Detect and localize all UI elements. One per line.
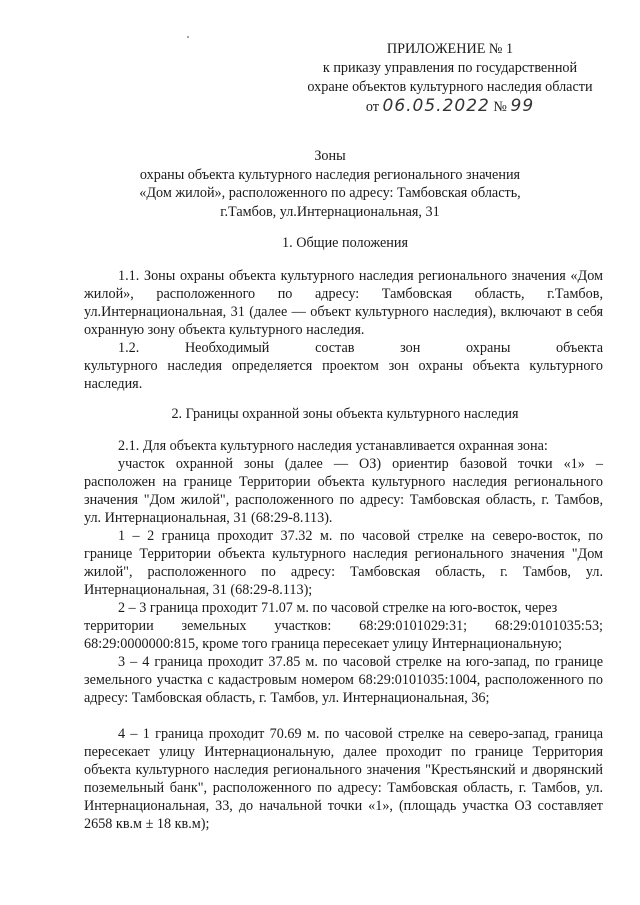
title-line-4: г.Тамбов, ул.Интернациональная, 31 [220, 203, 440, 220]
title-line-2: охраны объекта культурного наследия регионального значения [139, 166, 521, 183]
section-1-paragraph-1: 1.1. Зоны охраны объекта культурного наследия регионального значения «Дом жилой», расположенного по адресу: Тамбовская область, г.Тамбов, ул.Интернациональная, 31 (далее — объект культурного наследия), включают в себя охранную зону объекта культурного наследия. [84, 268, 603, 338]
section-1-paragraph-2 [84, 339, 603, 393]
appendix-authority-line: охране объектов культурного наследия области [307, 79, 593, 95]
word: участков: [274, 618, 332, 634]
date-prefix: от [365, 99, 379, 115]
word: территории [84, 618, 154, 634]
word: земельных [181, 618, 247, 634]
title-line-1: Зоны [314, 148, 346, 164]
section-2-paragraph-4 [84, 599, 603, 653]
word: 1.2. [118, 340, 140, 356]
handwritten-number: 99 [510, 96, 535, 116]
section-2-paragraph-3: 1 – 2 граница проходит 37.32 м. по часовой стрелке на северо-восток, по границе Территории объекта культурного наследия регионального значения "Дом жилой", расположенного по адресу: Тамбовская область, г. Тамбов, ул. Интернациональная, 31 (68:29-8.113); [84, 528, 603, 598]
number-sign: № [493, 99, 507, 115]
handwritten-date: 06.05.2022 [382, 96, 490, 116]
section-2-paragraph-6: 4 – 1 граница проходит 70.69 м. по часовой стрелке на северо-запад, граница пересекает улицу Интернациональную, далее проходит по границе Территория объекта культурного наследия регионального значения "Крестьянский и дворянский поземельный банк", расположенного по адресу: Тамбовская область, г. Тамбов, ул. Интернациональная, 33, до начальной точки «1», (площадь участка ОЗ составляет 2658 кв.м ± 18 кв.м); [84, 726, 603, 832]
paragraph-4-line-2 [84, 617, 603, 635]
paragraph-4-rest: 68:29:0000000:815, кроме того граница пересекает улицу Интернациональную; [84, 636, 563, 652]
paragraph-4-line-1: 2 – 3 граница проходит 71.07 м. по часовой стрелке на юго-восток, через [118, 600, 558, 616]
word: 68:29:0101029:31; [359, 618, 468, 634]
paragraph-2-rest: культурного наследия определяется проектом зон охраны объекта культурного наследия. [84, 358, 603, 392]
document-title [80, 147, 580, 221]
word: 68:29:0101035:53; [495, 618, 603, 634]
section-2-paragraph-5: 3 – 4 граница проходит 37.85 м. по часовой стрелке на юго-запад, по границе земельного участка с кадастровым номером 68:29:0101035:1004, расположенного по адресу: Тамбовская область, г. Тамбов, ул. Интернациональная, 36; [84, 654, 603, 706]
section-2-heading: 2. Границы охранной зоны объекта культурного наследия [171, 406, 519, 422]
word: Необходимый [184, 340, 270, 356]
section-1-heading: 1. Общие положения [282, 235, 408, 251]
appendix-date-line [300, 97, 600, 117]
appendix-title: ПРИЛОЖЕНИЕ № 1 [386, 41, 514, 57]
section-2-paragraph-2: участок охранной зоны (далее — ОЗ) ориентир базовой точки «1» – расположен на границе Территории объекта культурного наследия регионального значения "Дом жилой", расположенного по адресу: Тамбовская область, г. Тамбов, ул. Интернациональная, 31 (68:29-8.113). [84, 456, 603, 526]
appendix-order-line: к приказу управления по государственной [322, 60, 578, 76]
word: зон [400, 340, 421, 356]
paragraph-2-first-line [84, 339, 603, 357]
word: охраны [466, 340, 511, 356]
section-2-paragraph-1: 2.1. Для объекта культурного наследия устанавливается охранная зона: [118, 438, 548, 454]
title-line-3: «Дом жилой», расположенного по адресу: Тамбовская область, [139, 185, 521, 201]
word: объекта [556, 340, 603, 356]
appendix-header [300, 40, 600, 117]
scan-speck [187, 36, 189, 38]
word: состав [315, 340, 355, 356]
